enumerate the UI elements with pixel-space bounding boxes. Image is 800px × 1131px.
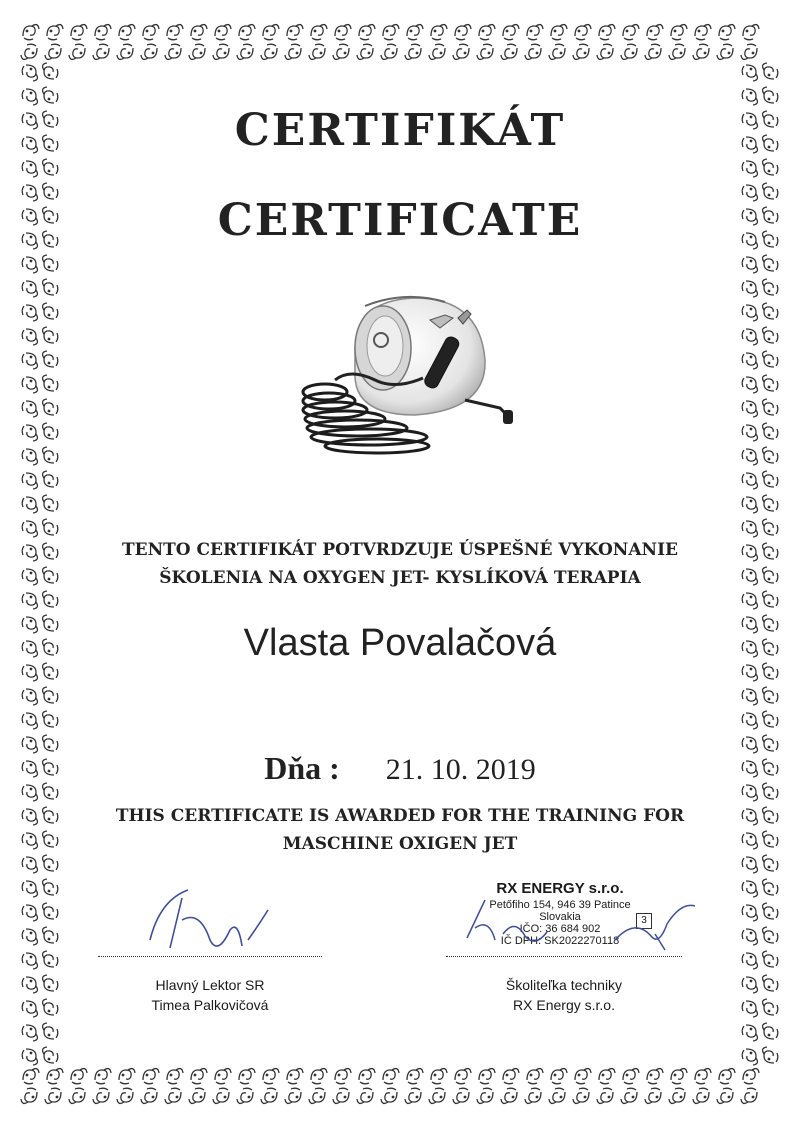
border-ornament: [215, 25, 231, 40]
border-ornament: [311, 1069, 327, 1084]
border-ornament: [311, 25, 327, 40]
border-ornament: [22, 377, 37, 393]
border-ornament: [189, 1088, 205, 1103]
left-signature-image: [130, 870, 280, 965]
border-ornament: [22, 977, 37, 993]
border-ornament: [742, 713, 757, 729]
border-ornament: [119, 1069, 135, 1084]
border-ornament: [763, 1023, 778, 1039]
border-ornament: [43, 351, 58, 367]
border-ornament: [22, 785, 37, 801]
border-ornament: [742, 353, 757, 369]
border-ornament: [525, 1088, 541, 1103]
border-ornament: [21, 1088, 37, 1103]
border-ornament: [359, 1069, 375, 1084]
border-ornament: [43, 855, 58, 871]
border-ornament: [119, 25, 135, 40]
border-ornament: [742, 449, 757, 465]
border-ornament: [215, 1069, 231, 1084]
border-ornament: [455, 25, 471, 40]
border-ornament: [22, 1025, 37, 1041]
border-ornament: [95, 25, 111, 40]
border-ornament: [43, 423, 58, 439]
border-ornament: [669, 44, 685, 59]
right-signature-image: [455, 888, 705, 958]
border-ornament: [551, 1069, 567, 1084]
border-ornament: [43, 999, 58, 1015]
border-ornament: [43, 255, 58, 271]
border-ornament: [763, 351, 778, 367]
border-ornament: [22, 689, 37, 705]
border-ornament: [23, 1069, 39, 1084]
border-ornament: [453, 1088, 469, 1103]
border-ornament: [763, 687, 778, 703]
oxygen-jet-device-illustration: [295, 280, 525, 470]
border-ornament: [22, 1049, 37, 1065]
border-ornament: [763, 303, 778, 319]
border-ornament: [623, 1069, 639, 1084]
border-ornament: [383, 25, 399, 40]
border-ornament: [43, 1023, 58, 1039]
border-ornament: [213, 1088, 229, 1103]
border-ornament: [763, 663, 778, 679]
border-ornament: [22, 329, 37, 345]
border-ornament: [645, 44, 661, 59]
border-ornament: [742, 1049, 757, 1065]
border-ornament: [43, 879, 58, 895]
border-ornament: [742, 1001, 757, 1017]
border-ornament: [191, 1069, 207, 1084]
left-signature-line: [98, 956, 322, 957]
border-ornament: [71, 25, 87, 40]
border-ornament: [575, 1069, 591, 1084]
border-ornament: [407, 25, 423, 40]
border-ornament: [43, 327, 58, 343]
border-ornament: [763, 711, 778, 727]
award-line-1: THIS CERTIFICATE IS AWARDED FOR THE TRAINING FOR: [115, 806, 685, 826]
border-ornament: [22, 1001, 37, 1017]
border-ornament: [742, 89, 757, 105]
border-ornament: [763, 927, 778, 943]
border-ornament: [671, 1069, 687, 1084]
border-ornament: [93, 44, 109, 59]
date-row: [0, 750, 800, 787]
border-ornament: [763, 879, 778, 895]
border-ornament: [763, 447, 778, 463]
border-ornament: [165, 44, 181, 59]
border-ornament: [43, 471, 58, 487]
border-ornament: [669, 1088, 685, 1103]
border-ornament: [43, 375, 58, 391]
border-ornament: [22, 905, 37, 921]
border-ornament: [742, 161, 757, 177]
border-ornament: [431, 1069, 447, 1084]
border-ornament: [261, 44, 277, 59]
border-ornament: [309, 44, 325, 59]
border-ornament: [742, 857, 757, 873]
border-ornament: [237, 44, 253, 59]
border-ornament: [527, 1069, 543, 1084]
border-ornament: [599, 1069, 615, 1084]
border-ornament: [693, 1088, 709, 1103]
border-ornament: [22, 89, 37, 105]
date-label: Dňa :: [264, 750, 340, 786]
border-ornament: [741, 1088, 757, 1103]
border-ornament: [551, 25, 567, 40]
border-ornament: [763, 951, 778, 967]
border-ornament: [742, 257, 757, 273]
border-ornament: [141, 44, 157, 59]
border-ornament: [742, 905, 757, 921]
border-ornament: [22, 881, 37, 897]
border-ornament: [742, 689, 757, 705]
statement-line-1: TENTO CERTIFIKÁT POTVRDZUJE ÚSPEŠNÉ VYKONANIE: [121, 540, 678, 560]
border-ornament: [93, 1088, 109, 1103]
border-ornament: [477, 1088, 493, 1103]
border-ornament: [43, 687, 58, 703]
border-ornament: [501, 44, 517, 59]
border-ornament: [117, 1088, 133, 1103]
stamp-country: Slovakia: [539, 911, 581, 923]
border-ornament: [333, 1088, 349, 1103]
border-ornament: [742, 65, 757, 81]
border-ornament: [285, 1088, 301, 1103]
border-ornament: [237, 1088, 253, 1103]
border-ornament: [45, 44, 61, 59]
border-ornament: [717, 1088, 733, 1103]
border-ornament: [742, 377, 757, 393]
border-ornament: [742, 665, 757, 681]
border-ornament: [22, 161, 37, 177]
border-ornament: [43, 279, 58, 295]
border-ornament: [43, 447, 58, 463]
border-ornament: [503, 1069, 519, 1084]
border-ornament: [405, 1088, 421, 1103]
border-ornament: [763, 495, 778, 511]
border-ornament: [309, 1088, 325, 1103]
border-ornament: [22, 857, 37, 873]
border-ornament: [763, 159, 778, 175]
border-ornament: [263, 1069, 279, 1084]
right-signatory-company: RX Energy s.r.o.: [513, 997, 615, 1013]
border-ornament: [43, 303, 58, 319]
border-ornament: [357, 1088, 373, 1103]
border-ornament: [43, 735, 58, 751]
border-ornament: [429, 44, 445, 59]
border-ornament: [239, 1069, 255, 1084]
border-ornament: [717, 44, 733, 59]
border-ornament: [22, 401, 37, 417]
border-ornament: [742, 593, 757, 609]
border-ornament: [671, 25, 687, 40]
award-line-2: MASCHINE OXIGEN JET: [282, 834, 518, 854]
title-english: CERTIFICATE: [217, 195, 583, 246]
title-slovak: CERTIFIKÁT: [234, 105, 566, 156]
border-ornament: [742, 881, 757, 897]
border-ornament: [23, 25, 39, 40]
border-ornament: [501, 1088, 517, 1103]
border-ornament: [22, 257, 37, 273]
border-ornament: [143, 1069, 159, 1084]
border-ornament: [742, 401, 757, 417]
border-ornament: [43, 87, 58, 103]
border-ornament: [213, 44, 229, 59]
border-ornament: [22, 65, 37, 81]
border-ornament: [623, 25, 639, 40]
border-ornament: [763, 591, 778, 607]
border-ornament: [165, 1088, 181, 1103]
border-ornament: [43, 591, 58, 607]
border-ornament: [381, 1088, 397, 1103]
border-ornament: [742, 977, 757, 993]
border-ornament: [719, 25, 735, 40]
border-ornament: [453, 44, 469, 59]
border-ornament: [573, 1088, 589, 1103]
border-ornament: [43, 1047, 58, 1063]
border-ornament: [43, 159, 58, 175]
border-ornament: [43, 519, 58, 535]
border-ornament: [22, 953, 37, 969]
border-ornament: [335, 1069, 351, 1084]
border-ornament: [763, 519, 778, 535]
border-ornament: [647, 1069, 663, 1084]
border-ornament: [549, 1088, 565, 1103]
border-ornament: [763, 63, 778, 79]
border-ornament: [621, 1088, 637, 1103]
border-ornament: [407, 1069, 423, 1084]
border-ornament: [167, 25, 183, 40]
border-ornament: [763, 903, 778, 919]
border-ornament: [621, 44, 637, 59]
border-ornament: [189, 44, 205, 59]
border-ornament: [763, 375, 778, 391]
border-ornament: [167, 1069, 183, 1084]
border-ornament: [719, 1069, 735, 1084]
border-ornament: [549, 44, 565, 59]
right-signatory-role: Školiteľka techniky: [505, 977, 623, 993]
border-ornament: [333, 44, 349, 59]
border-ornament: [431, 25, 447, 40]
border-ornament: [22, 929, 37, 945]
border-ornament: [43, 951, 58, 967]
border-ornament: [71, 1069, 87, 1084]
stamp-number-box: 3: [636, 913, 652, 929]
border-ornament: [455, 1069, 471, 1084]
border-ornament: [143, 25, 159, 40]
border-ornament: [525, 44, 541, 59]
border-ornament: [743, 25, 759, 40]
border-ornament: [69, 1088, 85, 1103]
border-ornament: [742, 785, 757, 801]
border-ornament: [742, 281, 757, 297]
border-ornament: [43, 903, 58, 919]
border-ornament: [742, 953, 757, 969]
border-ornament: [647, 25, 663, 40]
recipient-name: Vlasta Povalačová: [243, 622, 557, 664]
border-ornament: [22, 713, 37, 729]
border-ornament: [45, 1088, 61, 1103]
border-ornament: [22, 497, 37, 513]
border-ornament: [742, 521, 757, 537]
border-ornament: [117, 44, 133, 59]
border-ornament: [763, 255, 778, 271]
border-ornament: [527, 25, 543, 40]
border-ornament: [743, 1069, 759, 1084]
border-ornament: [261, 1088, 277, 1103]
border-ornament: [191, 25, 207, 40]
border-ornament: [405, 44, 421, 59]
border-ornament: [599, 25, 615, 40]
border-ornament: [693, 44, 709, 59]
date-value: 21. 10. 2019: [385, 753, 536, 786]
border-ornament: [479, 1069, 495, 1084]
border-ornament: [22, 521, 37, 537]
border-ornament: [763, 423, 778, 439]
border-ornament: [22, 449, 37, 465]
stamp-address: Petőfiho 154, 946 39 Patince: [489, 899, 631, 911]
border-ornament: [763, 279, 778, 295]
border-ornament: [285, 44, 301, 59]
border-ornament: [763, 87, 778, 103]
border-ornament: [381, 44, 397, 59]
border-ornament: [141, 1088, 157, 1103]
border-ornament: [359, 25, 375, 40]
border-ornament: [763, 975, 778, 991]
border-ornament: [479, 25, 495, 40]
border-ornament: [763, 735, 778, 751]
border-ornament: [763, 855, 778, 871]
border-ornament: [575, 25, 591, 40]
border-ornament: [69, 44, 85, 59]
border-ornament: [741, 44, 757, 59]
border-ornament: [22, 305, 37, 321]
border-ornament: [742, 305, 757, 321]
border-ornament: [695, 25, 711, 40]
border-ornament: [763, 999, 778, 1015]
border-ornament: [335, 25, 351, 40]
border-ornament: [22, 593, 37, 609]
border-ornament: [47, 1069, 63, 1084]
border-ornament: [573, 44, 589, 59]
right-signature-line: [446, 956, 682, 957]
border-ornament: [597, 44, 613, 59]
border-ornament: [22, 353, 37, 369]
border-ornament: [43, 975, 58, 991]
border-ornament: [287, 25, 303, 40]
border-ornament: [43, 663, 58, 679]
border-ornament: [763, 471, 778, 487]
border-ornament: [43, 927, 58, 943]
border-ornament: [21, 44, 37, 59]
border-ornament: [742, 473, 757, 489]
border-ornament: [22, 665, 37, 681]
border-ornament: [763, 399, 778, 415]
border-ornament: [287, 1069, 303, 1084]
border-ornament: [503, 25, 519, 40]
border-ornament: [695, 1069, 711, 1084]
border-ornament: [22, 425, 37, 441]
border-ornament: [429, 1088, 445, 1103]
border-ornament: [47, 25, 63, 40]
border-ornament: [43, 711, 58, 727]
border-ornament: [742, 1025, 757, 1041]
border-ornament: [597, 1088, 613, 1103]
border-ornament: [763, 327, 778, 343]
border-ornament: [477, 44, 493, 59]
border-ornament: [763, 1047, 778, 1063]
stamp-ic-dph: IČ DPH: SK2022270118: [500, 935, 620, 947]
border-ornament: [43, 495, 58, 511]
statement-line-2: ŠKOLENIA NA OXYGEN JET- KYSLÍKOVÁ TERAPIA: [159, 568, 641, 588]
border-ornament: [357, 44, 373, 59]
stamp-ico: IČO: 36 684 902: [519, 923, 601, 935]
border-ornament: [742, 425, 757, 441]
border-ornament: [43, 63, 58, 79]
left-signatory-role: Hlavný Lektor SR: [155, 977, 265, 993]
border-ornament: [742, 329, 757, 345]
border-ornament: [645, 1088, 661, 1103]
border-ornament: [742, 929, 757, 945]
border-ornament: [95, 1069, 111, 1084]
border-ornament: [43, 399, 58, 415]
border-ornament: [383, 1069, 399, 1084]
stamp-company: RX ENERGY s.r.o.: [496, 880, 624, 897]
border-ornament: [239, 25, 255, 40]
border-ornament: [742, 497, 757, 513]
border-ornament: [22, 281, 37, 297]
left-signatory-name: Timea Palkovičová: [151, 997, 269, 1013]
border-ornament: [22, 473, 37, 489]
border-ornament: [263, 25, 279, 40]
